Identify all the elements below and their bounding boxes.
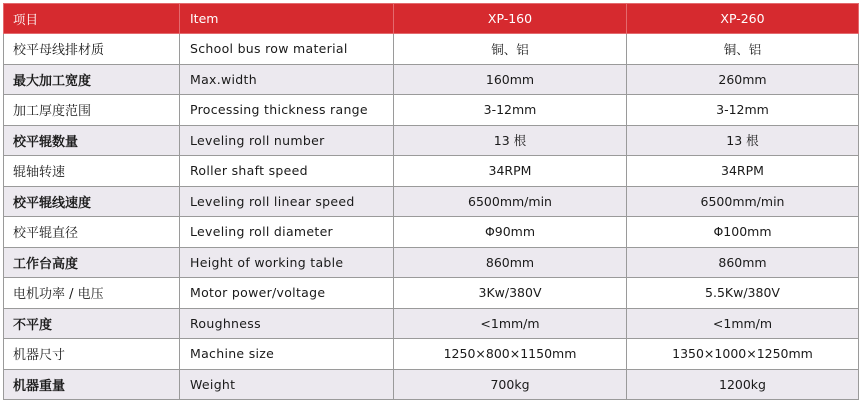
row-label-cn: 电机功率 / 电压 [4,278,180,309]
row-value-model-1: <1mm/m [394,308,627,339]
row-value-model-1: 6500mm/min [394,186,627,217]
table-row [4,217,859,248]
row-label-en: Processing thickness range [180,95,394,126]
header-row [4,4,859,34]
table-row [4,156,859,187]
row-value-model-1: Φ90mm [394,217,627,248]
table-row [4,339,859,370]
table-row [4,278,859,309]
row-value-model-2: <1mm/m [627,308,859,339]
row-label-cn: 加工厚度范围 [4,95,180,126]
row-value-model-2: 260mm [627,64,859,95]
row-label-cn: 校平母线排材质 [4,34,180,65]
table-body [4,34,859,400]
row-label-en: Machine size [180,339,394,370]
row-label-cn: 不平度 [4,308,180,339]
row-label-en: Max.width [180,64,394,95]
row-label-en: Height of working table [180,247,394,278]
table-row [4,369,859,400]
header-model-1: XP-160 [394,4,627,34]
table-row [4,186,859,217]
row-label-en: Motor power/voltage [180,278,394,309]
row-value-model-2: 6500mm/min [627,186,859,217]
row-value-model-2: 铜、铝 [627,34,859,65]
spec-table [3,3,859,400]
row-label-cn: 最大加工宽度 [4,64,180,95]
row-value-model-1: 3Kw/380V [394,278,627,309]
row-label-cn: 机器尺寸 [4,339,180,370]
row-label-cn: 辊轴转速 [4,156,180,187]
row-label-en: Leveling roll number [180,125,394,156]
row-value-model-1: 860mm [394,247,627,278]
row-value-model-1: 700kg [394,369,627,400]
row-label-cn: 校平辊数量 [4,125,180,156]
row-label-en: Leveling roll linear speed [180,186,394,217]
table-header [4,4,859,34]
header-item-en: Item [180,4,394,34]
header-model-2: XP-260 [627,4,859,34]
table-row [4,308,859,339]
row-label-en: Leveling roll diameter [180,217,394,248]
row-label-cn: 机器重量 [4,369,180,400]
row-label-cn: 工作台高度 [4,247,180,278]
row-label-en: School bus row material [180,34,394,65]
row-value-model-2: 1200kg [627,369,859,400]
row-value-model-2: 1350×1000×1250mm [627,339,859,370]
row-value-model-1: 13 根 [394,125,627,156]
row-label-cn: 校平辊直径 [4,217,180,248]
row-value-model-1: 160mm [394,64,627,95]
table-row [4,247,859,278]
row-value-model-2: 3-12mm [627,95,859,126]
row-label-en: Roller shaft speed [180,156,394,187]
row-label-en: Roughness [180,308,394,339]
table-row [4,125,859,156]
table-row [4,95,859,126]
row-label-en: Weight [180,369,394,400]
row-value-model-1: 34RPM [394,156,627,187]
table-row [4,34,859,65]
row-value-model-2: Φ100mm [627,217,859,248]
row-value-model-1: 铜、铝 [394,34,627,65]
header-item-cn: 项目 [4,4,180,34]
row-value-model-2: 5.5Kw/380V [627,278,859,309]
row-value-model-2: 860mm [627,247,859,278]
row-label-cn: 校平辊线速度 [4,186,180,217]
row-value-model-2: 34RPM [627,156,859,187]
row-value-model-1: 1250×800×1150mm [394,339,627,370]
row-value-model-1: 3-12mm [394,95,627,126]
row-value-model-2: 13 根 [627,125,859,156]
table-row [4,64,859,95]
